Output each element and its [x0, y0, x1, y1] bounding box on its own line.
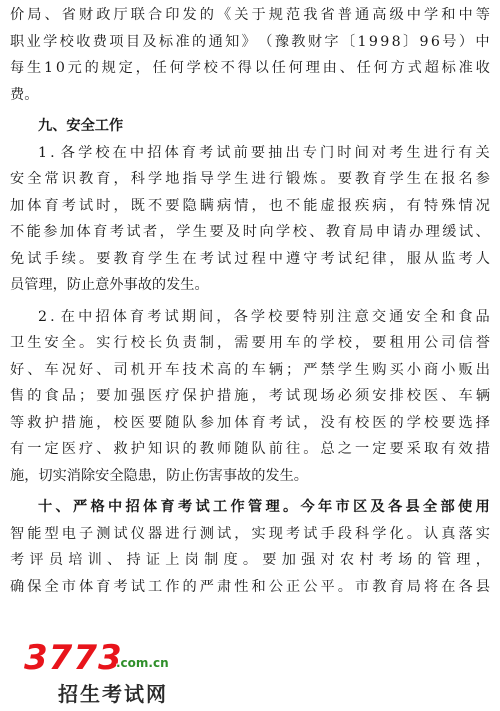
- body-text-line: 1 . 各 学 校 在 中 招 体 育 考 试 前 要 抽 出 专 门 时 间 对 考 生 进 行 有 关: [38, 144, 490, 161]
- body-text-line: 卫 生 安 全 。 实 行 校 长 负 责 制 ， 需 要 用 车 的 学 校 ， 要 租 用 公 司 信 誉: [10, 335, 490, 351]
- body-text-line: 职 业 学 校 收 费 项 目 及 标 准 的 通 知 》 （ 豫 教 财 字 〔 1 9 9 8 〕 9 6 号 ） 中: [10, 33, 490, 50]
- body-text-line: 每 生 1 0 元 的 规 定 ， 任 何 学 校 不 得 以 任 何 理 由 、 任 何 方 式 超 标 准 收: [10, 60, 490, 76]
- body-text-line: 价 局 、 省 财 政 厅 联 合 印 发 的 《 关 于 规 范 我 省 普 通 高 级 中 学 和 中 等: [10, 7, 490, 23]
- watermark-tagline: 招生考试网: [58, 682, 168, 706]
- body-text-line: 确 保 全 市 体 育 考 试 工 作 的 严 肃 性 和 公 正 公 平 。 市 教 育 局 将 在 各 县: [10, 578, 490, 595]
- body-text-line: 免 试 手 续 。 要 教 育 学 生 在 考 试 过 程 中 遵 守 考 试 纪 律 ， 服 从 监 考 人: [10, 250, 490, 267]
- body-text-line: 十 、 严 格 中 招 体 育 考 试 工 作 管 理 。 今 年 市 区 及 各 县 全 部 使 用: [38, 499, 490, 515]
- section-heading: 九、安全工作: [38, 118, 124, 134]
- body-text-line: 等 救 护 措 施 ， 校 医 要 随 队 参 加 体 育 考 试 ， 没 有 校 医 的 学 校 要 选 择: [10, 414, 490, 431]
- body-text-line: 售 的 食 品 ； 要 加 强 医 疗 保 护 措 施 ， 考 试 现 场 必 须 安 排 校 医 、 车 辆: [10, 388, 490, 404]
- body-text-line: 费。: [10, 86, 39, 103]
- body-text-line: 2 . 在 中 招 体 育 考 试 期 间 ， 各 学 校 要 特 别 注 意 交 通 安 全 和 食 品: [38, 308, 490, 325]
- body-text-line: 有 一 定 医 疗 、 救 护 知 识 的 教 师 随 队 前 往 。 总 之 一 定 要 采 取 有 效 措: [10, 441, 490, 457]
- body-text-line: 好 、 车 况 好 、 司 机 开 车 技 术 高 的 车 辆 ； 严 禁 学 生 购 买 小 商 小 贩 出: [10, 361, 490, 378]
- body-text-line: 施，切实消除安全隐患，防止伤害事故的发生。: [10, 467, 308, 484]
- body-text-line: 智 能 型 电 子 测 试 仪 器 进 行 测 试 ， 实 现 考 试 手 段 科 学 化 。 认 真 落 实: [10, 525, 490, 542]
- watermark-domain: .com.cn: [116, 656, 169, 670]
- body-text-line: 不 能 参 加 体 育 考 试 者 ， 学 生 要 及 时 向 学 校 、 教 育 局 申 请 办 理 缓 试 、: [10, 224, 490, 240]
- body-text-line: 员管理，防止意外事故的发生。: [10, 277, 209, 293]
- body-text-line: 考 评 员 培 训 、 持 证 上 岗 制 度 。 要 加 强 对 农 村 考 场 的 管 理 ，: [10, 552, 490, 568]
- watermark-number: 3773: [24, 638, 123, 678]
- body-text-line: 安 全 常 识 教 育 ， 科 学 地 指 导 学 生 进 行 锻 炼 。 要 教 育 学 生 在 报 名 参: [10, 171, 490, 187]
- body-text-line: 加 体 育 考 试 时 ， 既 不 要 隐 瞒 病 情 ， 也 不 能 虚 报 疾 病 ， 有 特 殊 情 况: [10, 197, 490, 214]
